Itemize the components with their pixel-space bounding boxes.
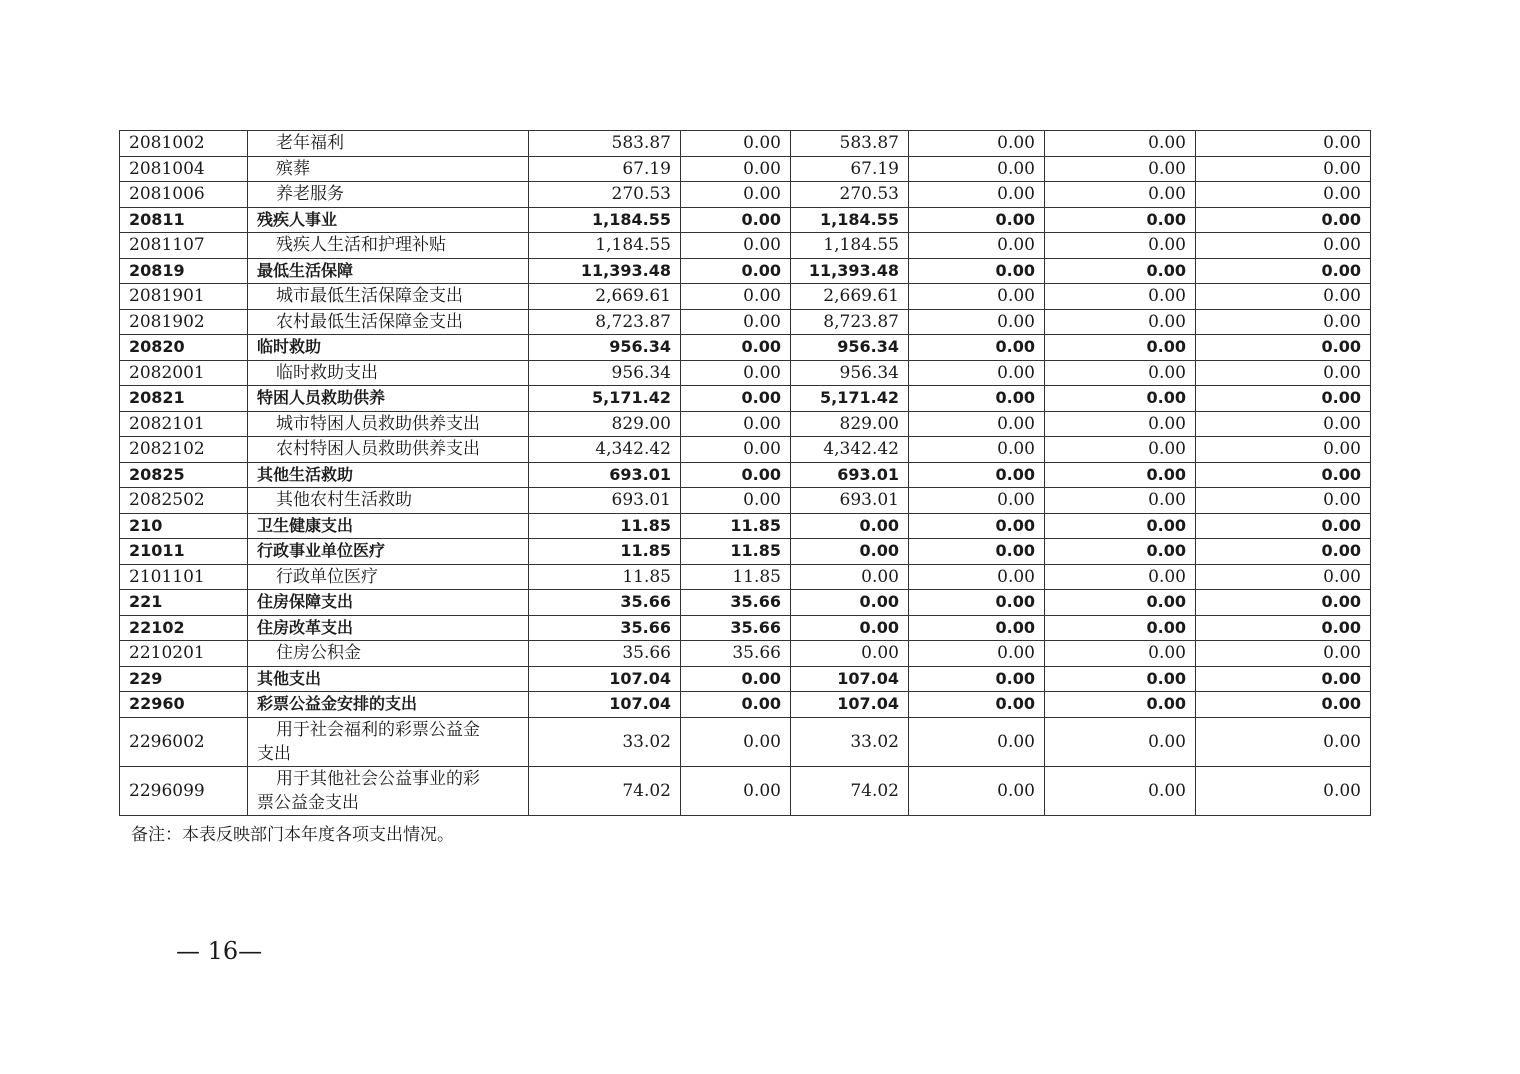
row-value-4: 0.00 <box>909 692 1045 718</box>
row-code: 22102 <box>120 615 248 641</box>
table-row <box>120 411 1371 437</box>
row-value-6: 0.00 <box>1196 360 1371 386</box>
row-value-2: 0.00 <box>681 766 791 815</box>
table-row <box>120 488 1371 514</box>
row-value-3: 829.00 <box>791 411 909 437</box>
row-value-4: 0.00 <box>909 386 1045 412</box>
row-name: 临时救助支出 <box>248 360 529 386</box>
row-value-5: 0.00 <box>1045 233 1196 259</box>
row-value-3: 956.34 <box>791 335 909 361</box>
row-value-5: 0.00 <box>1045 284 1196 310</box>
row-value-1: 956.34 <box>529 335 681 361</box>
row-value-2: 35.66 <box>681 615 791 641</box>
table-row <box>120 462 1371 488</box>
row-name: 残疾人生活和护理补贴 <box>248 233 529 259</box>
row-value-2: 0.00 <box>681 717 791 766</box>
row-code: 2081901 <box>120 284 248 310</box>
row-value-4: 0.00 <box>909 156 1045 182</box>
table-row <box>120 284 1371 310</box>
row-name: 残疾人事业 <box>248 207 529 233</box>
row-code: 20825 <box>120 462 248 488</box>
row-name: 城市最低生活保障金支出 <box>248 284 529 310</box>
row-value-6: 0.00 <box>1196 233 1371 259</box>
row-value-2: 0.00 <box>681 335 791 361</box>
row-value-2: 11.85 <box>681 564 791 590</box>
row-name: 特困人员救助供养 <box>248 386 529 412</box>
row-value-2: 0.00 <box>681 207 791 233</box>
row-value-3: 956.34 <box>791 360 909 386</box>
row-name: 临时救助 <box>248 335 529 361</box>
row-value-3: 0.00 <box>791 564 909 590</box>
row-value-2: 0.00 <box>681 360 791 386</box>
row-value-5: 0.00 <box>1045 717 1196 766</box>
row-code: 210 <box>120 513 248 539</box>
row-value-6: 0.00 <box>1196 411 1371 437</box>
row-value-1: 74.02 <box>529 766 681 815</box>
row-value-4: 0.00 <box>909 309 1045 335</box>
row-value-4: 0.00 <box>909 284 1045 310</box>
row-value-6: 0.00 <box>1196 258 1371 284</box>
row-code: 20819 <box>120 258 248 284</box>
table-row <box>120 564 1371 590</box>
row-value-3: 0.00 <box>791 513 909 539</box>
row-value-6: 0.00 <box>1196 131 1371 157</box>
row-code: 2081004 <box>120 156 248 182</box>
row-value-4: 0.00 <box>909 513 1045 539</box>
row-value-1: 693.01 <box>529 488 681 514</box>
row-value-6: 0.00 <box>1196 207 1371 233</box>
row-value-3: 0.00 <box>791 641 909 667</box>
row-value-4: 0.00 <box>909 666 1045 692</box>
table-row <box>120 590 1371 616</box>
row-value-3: 693.01 <box>791 462 909 488</box>
row-value-3: 11,393.48 <box>791 258 909 284</box>
table-row <box>120 666 1371 692</box>
row-value-3: 33.02 <box>791 717 909 766</box>
row-value-5: 0.00 <box>1045 615 1196 641</box>
row-value-5: 0.00 <box>1045 335 1196 361</box>
table-row <box>120 615 1371 641</box>
row-value-2: 0.00 <box>681 666 791 692</box>
table-row <box>120 513 1371 539</box>
table-row <box>120 360 1371 386</box>
table-row <box>120 766 1371 815</box>
table-row <box>120 309 1371 335</box>
row-value-5: 0.00 <box>1045 766 1196 815</box>
row-value-1: 35.66 <box>529 615 681 641</box>
row-name: 彩票公益金安排的支出 <box>248 692 529 718</box>
row-code: 2082101 <box>120 411 248 437</box>
row-value-2: 0.00 <box>681 182 791 208</box>
row-value-4: 0.00 <box>909 207 1045 233</box>
row-name: 农村最低生活保障金支出 <box>248 309 529 335</box>
row-name: 城市特困人员救助供养支出 <box>248 411 529 437</box>
row-name-line-2: 支出 <box>257 743 291 764</box>
row-value-6: 0.00 <box>1196 564 1371 590</box>
row-code: 2082502 <box>120 488 248 514</box>
row-name: 老年福利 <box>248 131 529 157</box>
row-value-1: 107.04 <box>529 666 681 692</box>
row-value-1: 1,184.55 <box>529 207 681 233</box>
row-value-2: 35.66 <box>681 641 791 667</box>
row-value-1: 11.85 <box>529 513 681 539</box>
row-value-6: 0.00 <box>1196 692 1371 718</box>
row-value-6: 0.00 <box>1196 309 1371 335</box>
row-value-2: 0.00 <box>681 437 791 463</box>
row-value-1: 5,171.42 <box>529 386 681 412</box>
row-value-5: 0.00 <box>1045 182 1196 208</box>
row-name: 殡葬 <box>248 156 529 182</box>
row-code: 2210201 <box>120 641 248 667</box>
table-row <box>120 335 1371 361</box>
row-value-4: 0.00 <box>909 233 1045 259</box>
row-value-2: 0.00 <box>681 233 791 259</box>
row-value-5: 0.00 <box>1045 386 1196 412</box>
row-value-6: 0.00 <box>1196 717 1371 766</box>
row-value-1: 270.53 <box>529 182 681 208</box>
row-value-6: 0.00 <box>1196 437 1371 463</box>
row-code: 22960 <box>120 692 248 718</box>
row-code: 221 <box>120 590 248 616</box>
row-value-4: 0.00 <box>909 258 1045 284</box>
row-value-6: 0.00 <box>1196 182 1371 208</box>
row-name: 最低生活保障 <box>248 258 529 284</box>
row-value-1: 35.66 <box>529 590 681 616</box>
row-value-6: 0.00 <box>1196 590 1371 616</box>
row-value-1: 107.04 <box>529 692 681 718</box>
row-value-3: 107.04 <box>791 692 909 718</box>
row-value-3: 270.53 <box>791 182 909 208</box>
row-code: 20821 <box>120 386 248 412</box>
row-value-5: 0.00 <box>1045 411 1196 437</box>
row-value-3: 2,669.61 <box>791 284 909 310</box>
row-value-1: 4,342.42 <box>529 437 681 463</box>
row-value-1: 8,723.87 <box>529 309 681 335</box>
row-value-6: 0.00 <box>1196 386 1371 412</box>
row-value-3: 1,184.55 <box>791 207 909 233</box>
row-value-6: 0.00 <box>1196 641 1371 667</box>
row-value-6: 0.00 <box>1196 156 1371 182</box>
row-value-2: 0.00 <box>681 488 791 514</box>
row-code: 2296002 <box>120 717 248 766</box>
table-body <box>120 131 1371 816</box>
row-name-line-1: 用于其他社会公益事业的彩 <box>276 768 480 789</box>
row-code: 20811 <box>120 207 248 233</box>
row-value-6: 0.00 <box>1196 488 1371 514</box>
row-value-3: 693.01 <box>791 488 909 514</box>
row-name: 其他生活救助 <box>248 462 529 488</box>
row-value-3: 8,723.87 <box>791 309 909 335</box>
row-name <box>248 717 529 766</box>
row-value-1: 33.02 <box>529 717 681 766</box>
row-value-4: 0.00 <box>909 411 1045 437</box>
row-value-1: 67.19 <box>529 156 681 182</box>
row-value-4: 0.00 <box>909 360 1045 386</box>
row-value-1: 829.00 <box>529 411 681 437</box>
row-value-4: 0.00 <box>909 717 1045 766</box>
row-value-1: 35.66 <box>529 641 681 667</box>
row-value-1: 11.85 <box>529 564 681 590</box>
row-value-2: 0.00 <box>681 284 791 310</box>
page-number: — 16— <box>176 937 263 965</box>
row-value-6: 0.00 <box>1196 539 1371 565</box>
row-name: 卫生健康支出 <box>248 513 529 539</box>
row-name: 其他支出 <box>248 666 529 692</box>
row-value-6: 0.00 <box>1196 513 1371 539</box>
table-row <box>120 258 1371 284</box>
row-value-5: 0.00 <box>1045 692 1196 718</box>
row-value-2: 11.85 <box>681 539 791 565</box>
row-value-1: 1,184.55 <box>529 233 681 259</box>
row-value-5: 0.00 <box>1045 488 1196 514</box>
row-value-1: 2,669.61 <box>529 284 681 310</box>
row-value-4: 0.00 <box>909 131 1045 157</box>
row-value-3: 74.02 <box>791 766 909 815</box>
row-value-6: 0.00 <box>1196 666 1371 692</box>
row-value-1: 583.87 <box>529 131 681 157</box>
row-code: 21011 <box>120 539 248 565</box>
row-name: 行政事业单位医疗 <box>248 539 529 565</box>
row-value-4: 0.00 <box>909 641 1045 667</box>
row-value-5: 0.00 <box>1045 309 1196 335</box>
row-name-line-2: 票公益金支出 <box>257 792 359 813</box>
row-value-3: 107.04 <box>791 666 909 692</box>
table-row <box>120 437 1371 463</box>
row-code: 2082001 <box>120 360 248 386</box>
row-name: 住房保障支出 <box>248 590 529 616</box>
row-name <box>248 766 529 815</box>
row-value-4: 0.00 <box>909 462 1045 488</box>
row-value-6: 0.00 <box>1196 462 1371 488</box>
row-value-1: 11,393.48 <box>529 258 681 284</box>
table-row <box>120 717 1371 766</box>
row-value-5: 0.00 <box>1045 437 1196 463</box>
row-value-2: 0.00 <box>681 131 791 157</box>
row-value-4: 0.00 <box>909 437 1045 463</box>
row-value-1: 11.85 <box>529 539 681 565</box>
table-row <box>120 641 1371 667</box>
row-code: 2082102 <box>120 437 248 463</box>
row-value-4: 0.00 <box>909 590 1045 616</box>
row-code: 20820 <box>120 335 248 361</box>
row-value-2: 0.00 <box>681 309 791 335</box>
row-value-3: 1,184.55 <box>791 233 909 259</box>
table-row <box>120 182 1371 208</box>
table-row <box>120 131 1371 157</box>
table-row <box>120 386 1371 412</box>
row-value-2: 0.00 <box>681 386 791 412</box>
row-value-5: 0.00 <box>1045 564 1196 590</box>
row-value-2: 35.66 <box>681 590 791 616</box>
row-value-3: 5,171.42 <box>791 386 909 412</box>
row-value-6: 0.00 <box>1196 335 1371 361</box>
row-value-6: 0.00 <box>1196 615 1371 641</box>
table-note: 备注：本表反映部门本年度各项支出情况。 <box>131 825 454 845</box>
row-value-2: 0.00 <box>681 156 791 182</box>
row-value-5: 0.00 <box>1045 666 1196 692</box>
row-code: 2081902 <box>120 309 248 335</box>
row-value-4: 0.00 <box>909 488 1045 514</box>
row-name: 其他农村生活救助 <box>248 488 529 514</box>
row-value-5: 0.00 <box>1045 360 1196 386</box>
expenditure-table <box>119 130 1371 816</box>
row-value-3: 4,342.42 <box>791 437 909 463</box>
row-value-5: 0.00 <box>1045 207 1196 233</box>
row-value-6: 0.00 <box>1196 766 1371 815</box>
row-value-4: 0.00 <box>909 539 1045 565</box>
row-value-2: 0.00 <box>681 692 791 718</box>
row-name: 行政单位医疗 <box>248 564 529 590</box>
table-row <box>120 156 1371 182</box>
row-value-2: 0.00 <box>681 462 791 488</box>
row-code: 2296099 <box>120 766 248 815</box>
row-value-1: 693.01 <box>529 462 681 488</box>
row-value-5: 0.00 <box>1045 590 1196 616</box>
row-value-5: 0.00 <box>1045 462 1196 488</box>
row-value-5: 0.00 <box>1045 131 1196 157</box>
row-value-2: 11.85 <box>681 513 791 539</box>
row-name-line-1: 用于社会福利的彩票公益金 <box>276 719 480 740</box>
table-row <box>120 539 1371 565</box>
row-name: 养老服务 <box>248 182 529 208</box>
row-value-5: 0.00 <box>1045 539 1196 565</box>
row-value-4: 0.00 <box>909 182 1045 208</box>
row-value-2: 0.00 <box>681 258 791 284</box>
table-row <box>120 692 1371 718</box>
row-value-5: 0.00 <box>1045 258 1196 284</box>
row-code: 2081002 <box>120 131 248 157</box>
row-value-1: 956.34 <box>529 360 681 386</box>
table-row <box>120 207 1371 233</box>
row-value-3: 67.19 <box>791 156 909 182</box>
row-value-4: 0.00 <box>909 766 1045 815</box>
row-value-4: 0.00 <box>909 564 1045 590</box>
row-code: 2081006 <box>120 182 248 208</box>
row-name: 住房公积金 <box>248 641 529 667</box>
table-row <box>120 233 1371 259</box>
row-name: 农村特困人员救助供养支出 <box>248 437 529 463</box>
row-value-3: 583.87 <box>791 131 909 157</box>
row-value-4: 0.00 <box>909 335 1045 361</box>
row-name: 住房改革支出 <box>248 615 529 641</box>
row-code: 229 <box>120 666 248 692</box>
row-value-2: 0.00 <box>681 411 791 437</box>
row-value-5: 0.00 <box>1045 513 1196 539</box>
row-value-3: 0.00 <box>791 615 909 641</box>
row-value-3: 0.00 <box>791 539 909 565</box>
row-value-5: 0.00 <box>1045 641 1196 667</box>
row-value-5: 0.00 <box>1045 156 1196 182</box>
row-code: 2081107 <box>120 233 248 259</box>
row-value-3: 0.00 <box>791 590 909 616</box>
row-value-6: 0.00 <box>1196 284 1371 310</box>
row-value-4: 0.00 <box>909 615 1045 641</box>
row-code: 2101101 <box>120 564 248 590</box>
